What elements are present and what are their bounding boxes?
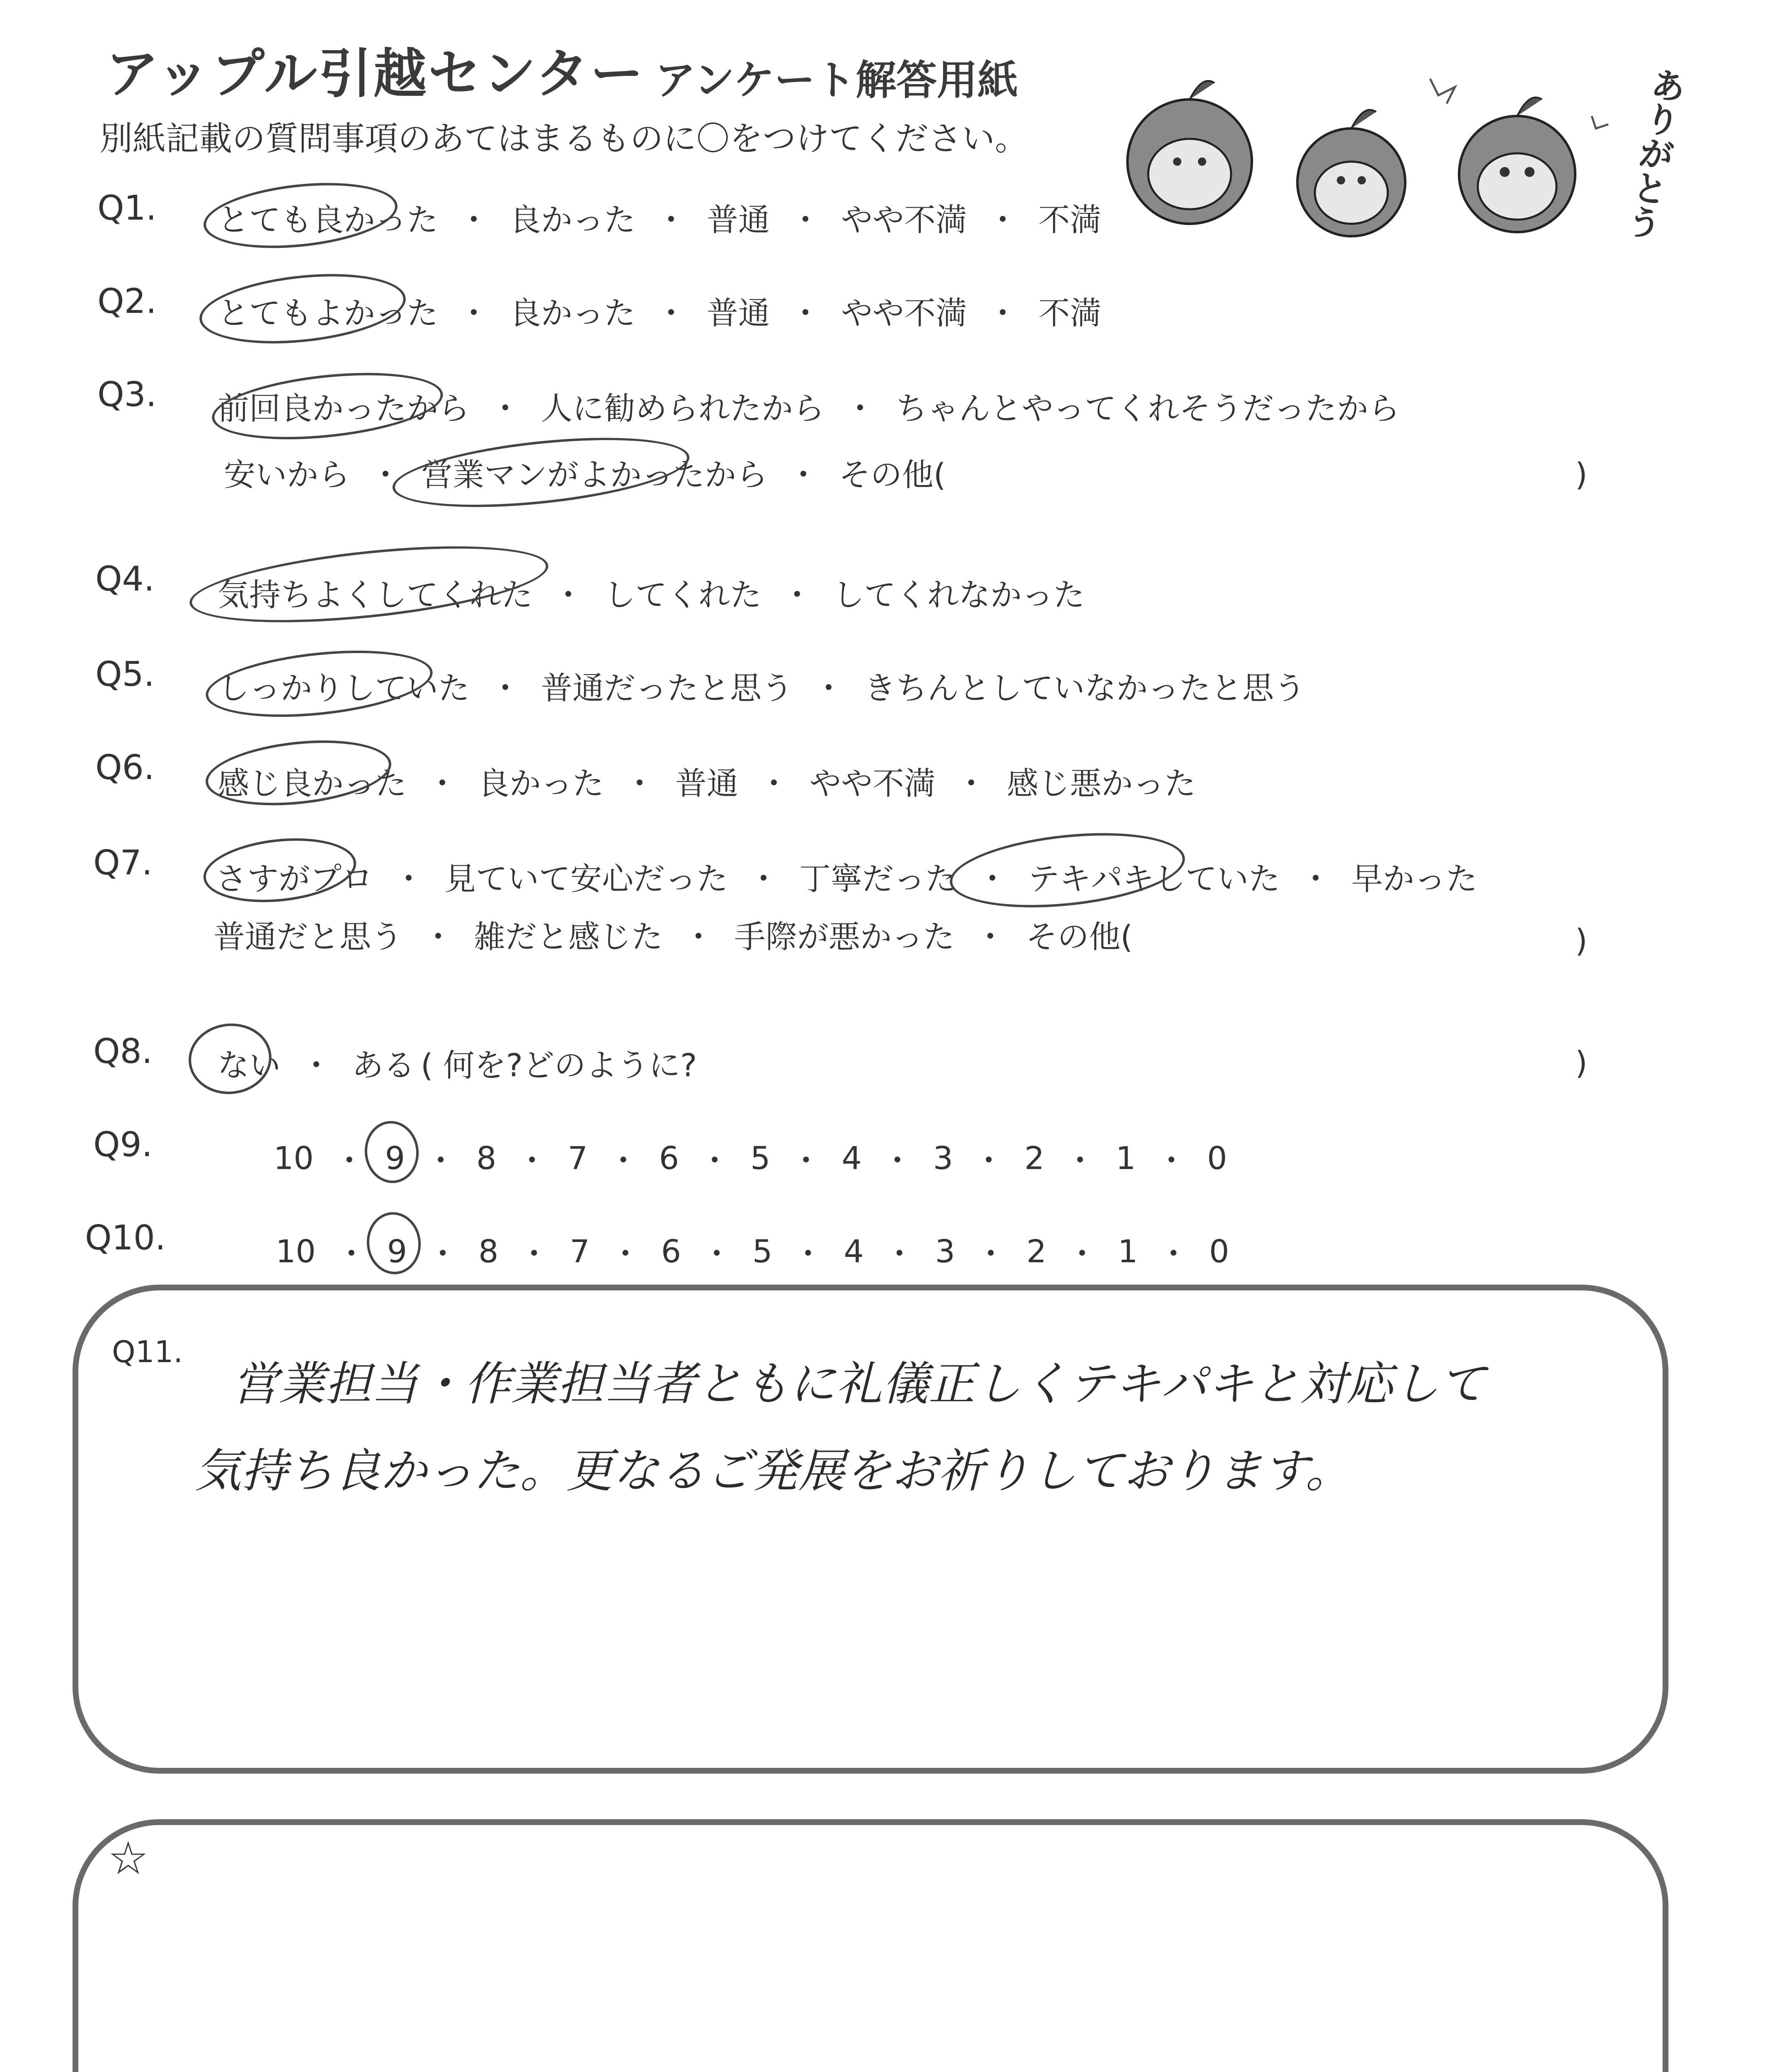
q7-options-line1: さすがプロ ・ 見ていて安心だった ・ 丁寧だった ・ テキパキしていた ・ 早かった	[216, 854, 1477, 899]
q1-option[interactable]: 普通	[707, 201, 770, 238]
q10-score[interactable]: 8	[478, 1233, 499, 1270]
q3-option[interactable]: 人に勧められたから	[541, 390, 824, 427]
q11-label: Q11.	[112, 1334, 183, 1369]
q1-selection-circle	[200, 174, 400, 257]
q9-score[interactable]: 2	[1024, 1140, 1045, 1176]
q10-score[interactable]: 7	[570, 1233, 590, 1270]
q3-label: Q3.	[97, 375, 157, 414]
q7-option-other[interactable]: その他(	[1026, 918, 1133, 955]
q11-handwritten-line2: 気持ち良かった。更なるご発展をお祈りしております。	[195, 1444, 1352, 1498]
q7-label: Q7.	[93, 843, 153, 883]
star-icon: ☆	[108, 1832, 149, 1885]
q6-option[interactable]: 良かった	[478, 765, 604, 802]
q4-options: 気持ちよくしてくれた ・ してくれた ・ してくれなかった	[218, 570, 1085, 615]
q7-option[interactable]: 雑だと感じた	[474, 918, 663, 955]
q2-option[interactable]: やや不満	[841, 295, 967, 332]
q3-option[interactable]: 安いから	[224, 456, 350, 493]
q9-score[interactable]: 5	[750, 1140, 771, 1176]
q8-detail-prompt: ( 何を?どのように?	[421, 1047, 697, 1084]
q6-option[interactable]: 普通	[675, 765, 738, 802]
q8-option[interactable]: ない	[218, 1047, 281, 1084]
q5-options: しっかりしていた ・ 普通だったと思う ・ きちんとしていなかったと思う	[218, 663, 1305, 708]
q1-option[interactable]: 不満	[1038, 201, 1101, 238]
q11-handwritten-line1: 営業担当・作業担当者ともに礼儀正しくテキパキと対応して	[232, 1357, 1486, 1411]
mascot-thanks-text: ありがとう	[1619, 64, 1689, 243]
q9-score[interactable]: 1	[1115, 1140, 1136, 1176]
q5-label: Q5.	[95, 655, 155, 694]
q5-option[interactable]: しっかりしていた	[218, 670, 470, 707]
q3-selection-circle	[209, 363, 446, 449]
q7-option[interactable]: 丁寧だった	[799, 860, 957, 897]
q6-options: 感じ良かった ・ 良かった ・ 普通 ・ やや不満 ・ 感じ悪かった	[218, 758, 1196, 804]
q4-option[interactable]: 気持ちよくしてくれた	[218, 576, 533, 613]
q10-score[interactable]: 2	[1026, 1233, 1047, 1270]
q2-option[interactable]: 普通	[707, 295, 770, 332]
q10-score[interactable]: 6	[661, 1233, 681, 1270]
q1-option[interactable]: やや不満	[841, 201, 967, 238]
mascot-illustration	[1103, 54, 1689, 269]
q10-score[interactable]: 4	[844, 1233, 864, 1270]
q2-option[interactable]: とてもよかった	[218, 295, 438, 332]
q8-selection-circle	[185, 1019, 275, 1098]
q1-option[interactable]: 良かった	[509, 201, 635, 238]
q1-label: Q1.	[97, 189, 157, 228]
q4-selection-circle	[186, 533, 552, 636]
q7-selection-circle	[946, 823, 1189, 918]
q6-option[interactable]: 感じ良かった	[218, 765, 407, 802]
q8-option[interactable]: ある	[352, 1047, 415, 1084]
q9-score[interactable]: 3	[933, 1140, 953, 1176]
q7-option[interactable]: 普通だと思う	[213, 918, 402, 955]
q6-option[interactable]: 感じ悪かった	[1007, 765, 1196, 802]
q9-score[interactable]: 8	[476, 1140, 497, 1176]
q7-option[interactable]: テキパキしていた	[1028, 860, 1280, 897]
brand-title: アップル引越センター	[106, 43, 645, 105]
q9-score[interactable]: 6	[659, 1140, 679, 1176]
q7-options-line2: 普通だと思う ・ 雑だと感じた ・ 手際が悪かった ・ その他(	[213, 912, 1133, 957]
q10-score[interactable]: 10	[276, 1233, 316, 1270]
q7-option[interactable]: 手際が悪かった	[734, 918, 955, 955]
q3-option[interactable]: 営業マンがよかったから	[421, 456, 768, 493]
q2-option[interactable]: 良かった	[509, 295, 635, 332]
q3-option[interactable]: 前回良かったから	[218, 390, 470, 427]
q2-option[interactable]: 不満	[1038, 295, 1101, 332]
q10-score[interactable]: 3	[935, 1233, 955, 1270]
q1-options: とても良かった ・ 良かった ・ 普通 ・ やや不満 ・ 不満	[218, 195, 1101, 240]
q9-score[interactable]: 10	[274, 1140, 314, 1176]
q4-option[interactable]: してくれた	[604, 576, 761, 613]
q7-option[interactable]: 見ていて安心だった	[444, 860, 728, 897]
q10-score[interactable]: 1	[1118, 1233, 1138, 1270]
q3-options-line2: 安いから ・ 営業マンがよかったから ・ その他(	[224, 450, 946, 495]
q10-score[interactable]: 5	[752, 1233, 773, 1270]
star-free-box[interactable]	[73, 1819, 1668, 2072]
q3-option-other[interactable]: その他(	[839, 456, 946, 493]
q7-option[interactable]: さすがプロ	[216, 860, 373, 897]
q6-label: Q6.	[95, 748, 155, 787]
q10-scale: 10 ・ 9 ・ 8 ・ 7 ・ 6 ・ 5 ・ 4 ・ 3 ・ 2 ・ 1 ・ 0	[276, 1233, 1229, 1272]
q3-close-paren: )	[1575, 456, 1588, 493]
q7-close-paren: )	[1575, 922, 1588, 959]
q2-selection-circle	[196, 265, 409, 352]
form-subtitle: アンケート解答用紙	[655, 57, 1018, 104]
instruction-text: 別紙記載の質問事項のあてはまるものに〇をつけてください。	[99, 119, 1028, 158]
q6-option[interactable]: やや不満	[810, 765, 936, 802]
q8-label: Q8.	[93, 1032, 153, 1071]
q1-option[interactable]: とても良かった	[218, 201, 438, 238]
q3-option[interactable]: ちゃんとやってくれそうだったから	[896, 390, 1400, 427]
q3-selection-circle	[389, 426, 693, 519]
q9-score[interactable]: 4	[841, 1140, 862, 1176]
q4-label: Q4.	[95, 559, 155, 599]
q9-score[interactable]: 0	[1207, 1140, 1227, 1176]
q8-options: ない ・ ある ( 何を?どのように?	[218, 1040, 697, 1085]
q5-option[interactable]: きちんとしていなかったと思う	[864, 670, 1305, 707]
q2-label: Q2.	[97, 282, 157, 321]
q9-scale: 10 ・ 9 ・ 8 ・ 7 ・ 6 ・ 5 ・ 4 ・ 3 ・ 2 ・ 1 ・ 0	[274, 1140, 1227, 1179]
q5-option[interactable]: 普通だったと思う	[541, 670, 793, 707]
q10-label: Q10.	[85, 1218, 166, 1258]
q3-options-line1: 前回良かったから ・ 人に勧められたから ・ ちゃんとやってくれそうだったから	[218, 383, 1400, 428]
q10-score[interactable]: 9	[387, 1233, 407, 1270]
q2-options: とてもよかった ・ 良かった ・ 普通 ・ やや不満 ・ 不満	[218, 288, 1101, 333]
q7-option[interactable]: 早かった	[1351, 860, 1477, 897]
q10-score[interactable]: 0	[1209, 1233, 1229, 1270]
q9-label: Q9.	[93, 1125, 153, 1164]
q9-score[interactable]: 7	[567, 1140, 588, 1176]
q4-option[interactable]: してくれなかった	[833, 576, 1085, 613]
q8-close-paren: )	[1575, 1044, 1588, 1081]
q9-score[interactable]: 9	[385, 1140, 405, 1176]
q5-selection-circle	[203, 641, 436, 727]
